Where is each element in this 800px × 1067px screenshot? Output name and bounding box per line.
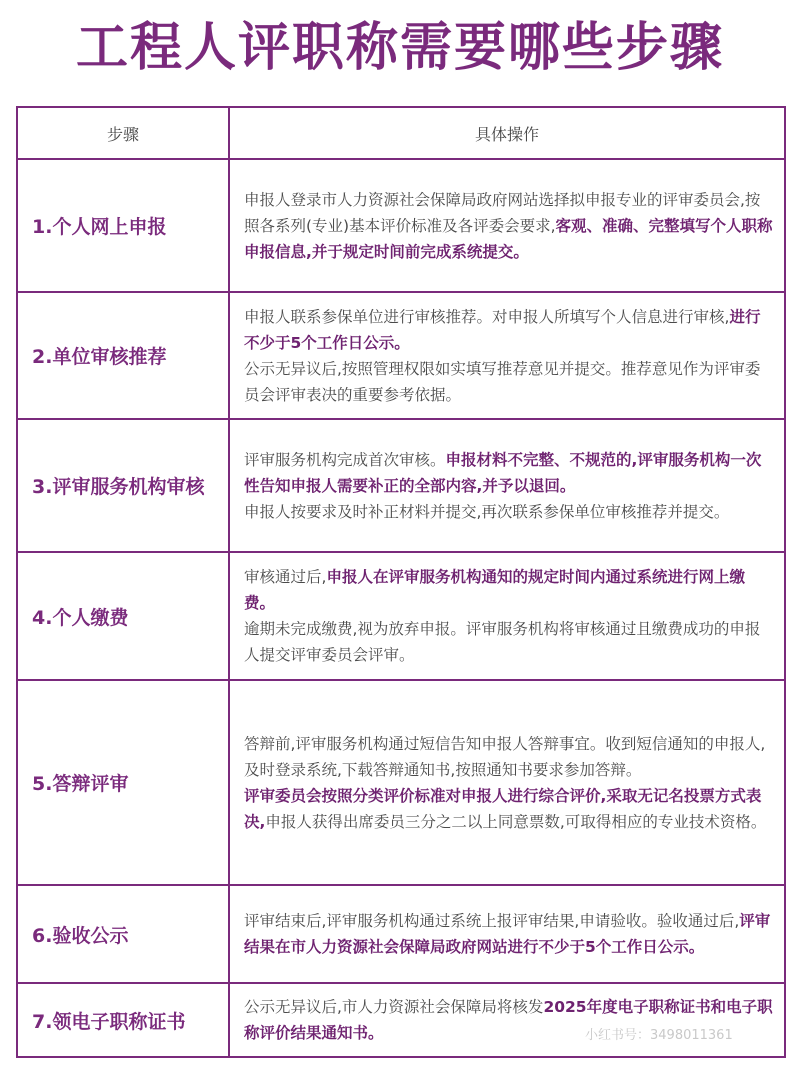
- step-label: 7.领电子职称证书: [17, 983, 229, 1057]
- detail-paragraph: [244, 731, 774, 783]
- detail-text: 申报人登录市人力资源社会保障局政府网站选择拟申报专业的评审委员会,按照各系列(专业)基本评价标准及各评委会要求,: [244, 190, 761, 235]
- detail-text: 申报人联系参保单位进行审核推荐。对申报人所填写个人信息进行审核,: [244, 307, 730, 326]
- detail-paragraph: [244, 187, 774, 265]
- detail-emphasis: 申报人在评审服务机构通知的规定时间内通过系统进行网上缴费。: [244, 568, 745, 612]
- detail-text: 答辩前,评审服务机构通过短信告知申报人答辩事宜。收到短信通知的申报人,及时登录系统,下载答辩通知书,按照通知书要求参加答辩。: [244, 734, 766, 779]
- detail-text: 审核通过后,: [244, 568, 327, 586]
- detail-paragraph: [244, 616, 774, 668]
- header-detail: 具体操作: [229, 107, 785, 159]
- step-detail: [229, 159, 785, 292]
- step-detail: [229, 419, 785, 552]
- header-step: 步骤: [17, 107, 229, 159]
- step-detail: [229, 983, 785, 1057]
- detail-paragraph: [244, 304, 774, 356]
- detail-emphasis: 评审结果在市人力资源社会保障局政府网站进行不少于5个工作日公示。: [244, 912, 771, 956]
- detail-emphasis: 进行不少于5个工作日公示。: [244, 307, 761, 352]
- detail-text: 公示无异议后,市人力资源社会保障局将核发: [244, 998, 544, 1016]
- detail-paragraph: [244, 564, 774, 616]
- detail-emphasis: 申报材料不完整、不规范的,评审服务机构一次性告知申报人需要补正的全部内容,并予以退回。: [244, 450, 762, 495]
- detail-text: 逾期未完成缴费,视为放弃申报。评审服务机构将审核通过且缴费成功的申报人提交评审委员会评审。: [244, 620, 761, 664]
- step-detail: [229, 885, 785, 983]
- detail-text: 申报人按要求及时补正材料并提交,再次联系参保单位审核推荐并提交。: [244, 502, 730, 521]
- steps-table: [16, 106, 786, 1058]
- page-title: 工程人评职称需要哪些步骤: [75, 18, 724, 78]
- detail-paragraph: [244, 783, 774, 835]
- detail-emphasis: 评审委员会按照分类评价标准对申报人进行综合评价,采取无记名投票方式表决,: [244, 786, 762, 831]
- table-row: [17, 983, 785, 1057]
- table-row: [17, 885, 785, 983]
- step-label: 5.答辩评审: [17, 680, 229, 885]
- table-row: [17, 292, 785, 419]
- watermark: 小红书号：3498011361: [585, 1028, 733, 1043]
- detail-text: 申报人获得出席委员三分之二以上同意票数,可取得相应的专业技术资格。: [265, 812, 767, 831]
- table-row: [17, 552, 785, 680]
- step-detail: [229, 292, 785, 419]
- detail-paragraph: [244, 499, 774, 525]
- detail-emphasis: 客观、准确、完整填写个人职称申报信息,并于规定时间前完成系统提交。: [244, 216, 773, 261]
- detail-paragraph: [244, 908, 774, 960]
- detail-emphasis: 2025年度电子职称证书和电子职称评价结果通知书。: [244, 998, 773, 1042]
- table-header-row: [17, 107, 785, 159]
- table-row: [17, 680, 785, 885]
- detail-paragraph: [244, 356, 774, 408]
- step-detail: [229, 680, 785, 885]
- detail-text: 公示无异议后,按照管理权限如实填写推荐意见并提交。推荐意见作为评审委员会评审表决的重要参考依据。: [244, 359, 761, 404]
- step-label: 6.验收公示: [17, 885, 229, 983]
- step-label: 4.个人缴费: [17, 552, 229, 680]
- step-label: 1.个人网上申报: [17, 159, 229, 292]
- detail-text: 评审结束后,评审服务机构通过系统上报评审结果,申请验收。验收通过后,: [244, 912, 740, 930]
- detail-text: 评审服务机构完成首次审核。: [244, 450, 446, 469]
- table-row: [17, 419, 785, 552]
- detail-paragraph: [244, 447, 774, 499]
- step-label: 2.单位审核推荐: [17, 292, 229, 419]
- step-detail: [229, 552, 785, 680]
- table-row: [17, 159, 785, 292]
- step-label: 3.评审服务机构审核: [17, 419, 229, 552]
